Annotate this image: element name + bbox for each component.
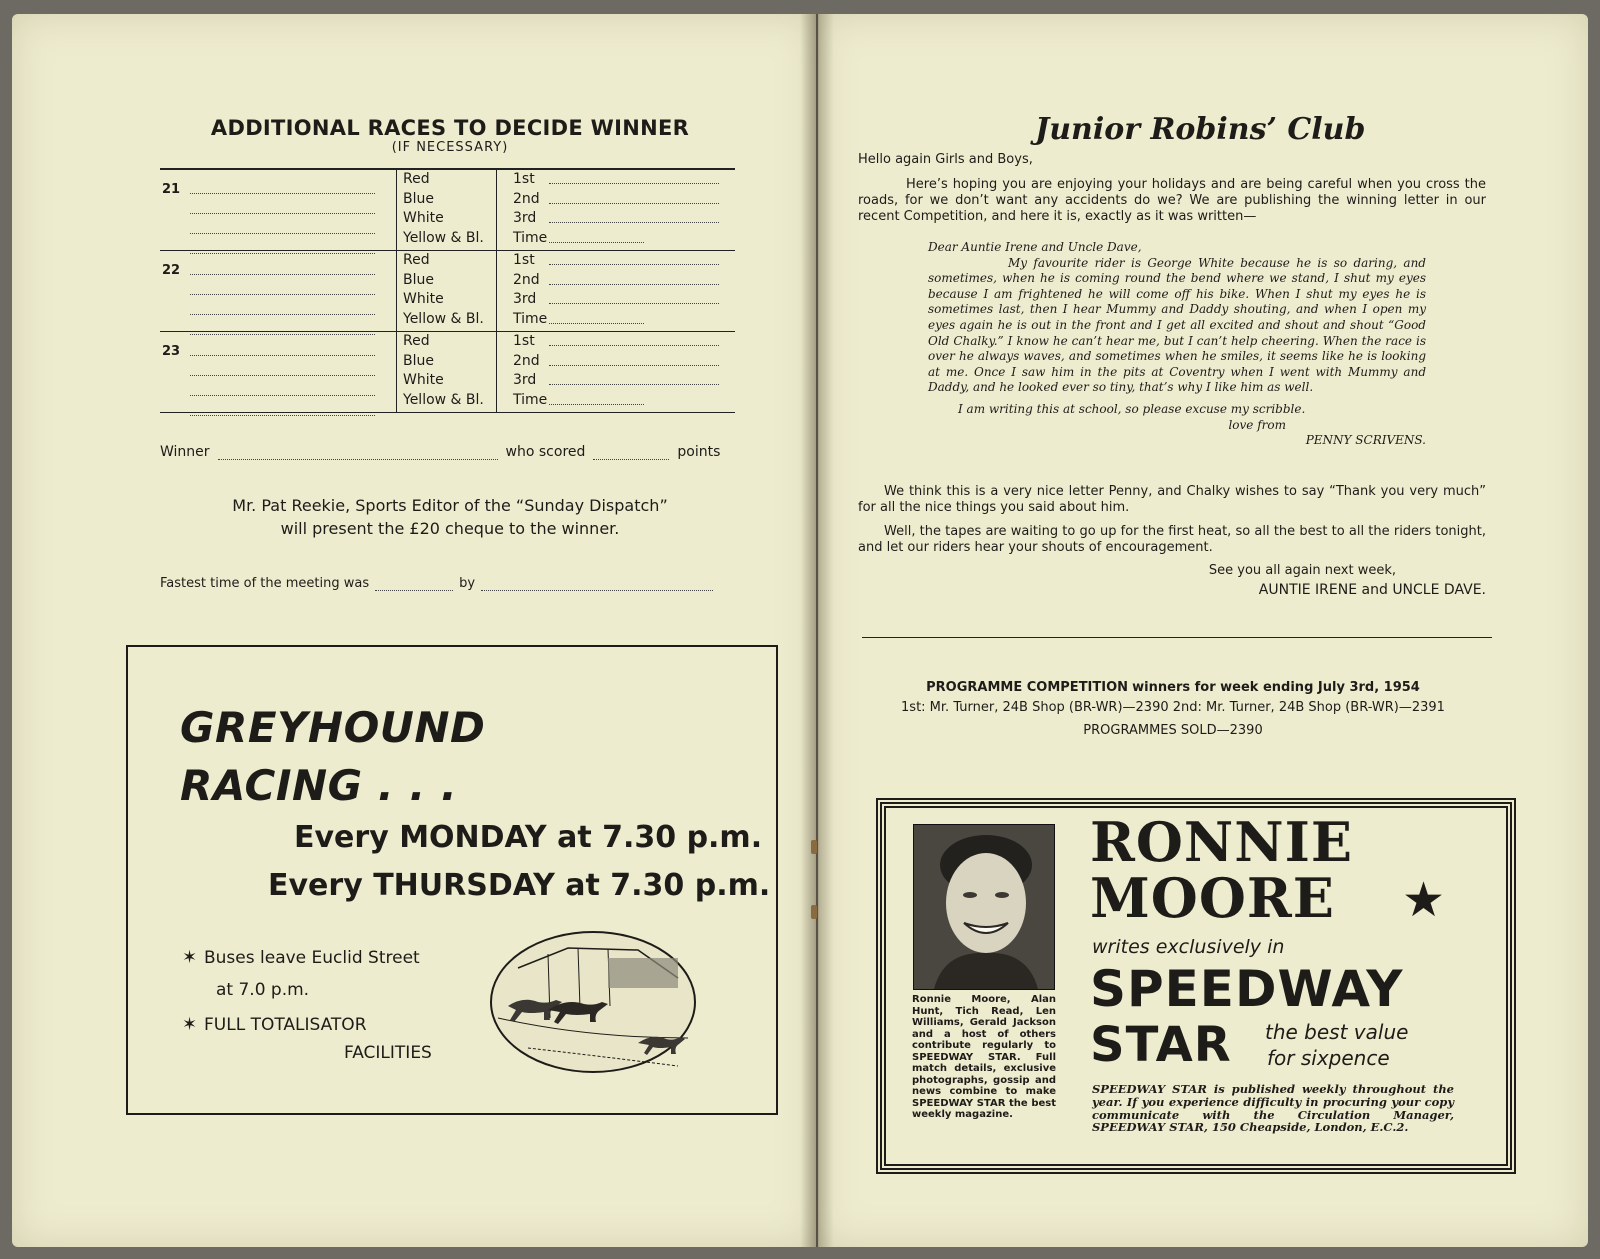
winning-letter [928, 240, 1426, 449]
place-3rd: 3rd [513, 290, 733, 310]
staple-bottom [811, 905, 817, 919]
color-red: Red [403, 171, 430, 187]
competition-heading [858, 680, 1488, 695]
greyhound-bullet-tote-line-2: FACILITIES [344, 1043, 432, 1063]
color-yellow: Yellow & Bl. [403, 310, 484, 327]
greeting: Hello again Girls and Boys, [858, 152, 1033, 167]
helmet-colors [396, 251, 484, 331]
place-1st: 1st [513, 251, 733, 271]
fastest-time-blank [375, 578, 453, 591]
winner-line [160, 444, 740, 460]
star-icon: ✶ [182, 947, 198, 968]
color-yellow: Yellow & Bl. [403, 391, 484, 408]
place-2nd: 2nd [513, 190, 733, 210]
color-blue: Blue [403, 352, 434, 369]
fastest-time-line [160, 576, 740, 591]
place-1st: 1st [513, 332, 733, 352]
intro-paragraph: Here’s hoping you are enjoying your holidays and are being careful when you cross the roads, for we don’t want any accidents do we? We are publishing the winning letter in our recent Competition, and here it is, exactly as it was written— [858, 177, 1486, 224]
ad-speedway: SPEEDWAY [1090, 960, 1404, 1018]
presentation-line-2: will present the £20 cheque to the winner. [280, 519, 620, 538]
tapes-paragraph: Well, the tapes are waiting to go up for the first heat, so all the best to all the riders tonight, and let our riders hear your shouts of encouragement. [858, 524, 1486, 555]
color-red: Red [403, 252, 430, 268]
greyhound-title-line-2: RACING . . . [180, 761, 458, 810]
greyhound-title-line-1: GREYHOUND [180, 703, 486, 752]
programmes-sold: PROGRAMMES SOLD—2390 [1083, 723, 1263, 738]
ad-name-line-2: MOORE [1090, 866, 1335, 930]
by-label: by [459, 576, 476, 591]
ad-writes: writes exclusively in [1092, 936, 1285, 958]
greyhound-bullet-buses: ✶ Buses leave Euclid Street [182, 947, 420, 968]
race-23 [160, 332, 735, 413]
portrait-image [914, 825, 1054, 989]
club-title: Junior Robins’ Club [1035, 112, 1366, 147]
races-subtitle: (IF NECESSARY) [391, 140, 509, 155]
color-yellow: Yellow & Bl. [403, 229, 484, 246]
staple-top [811, 840, 817, 854]
race-22 [160, 251, 735, 332]
color-blue: Blue [403, 190, 434, 207]
letter-signature: PENNY SCRIVENS. [1305, 433, 1426, 448]
competition-bold: PROGRAMME COMPETITION [926, 680, 1129, 695]
letter-love-from: love from [1228, 417, 1286, 432]
race-number: 21 [162, 182, 181, 197]
ad-best-value: the best value [1265, 1020, 1409, 1044]
ad-publication-note: SPEEDWAY STAR is published weekly throughout the year. If you experience difficulty in procuring your copy communicate with the Circulation Manager, SPEEDWAY STAR, 150 Cheapside, London, E.C.2. [1092, 1082, 1454, 1135]
fastest-label: Fastest time of the meeting was [160, 576, 370, 591]
letter-salutation: Dear Auntie Irene and Uncle Dave, [928, 240, 1142, 254]
helmet-colors [396, 170, 484, 250]
presentation-line-1: Mr. Pat Reekie, Sports Editor of the “Sunday Dispatch” [232, 496, 668, 515]
race-21 [160, 170, 735, 251]
fastest-rider-blank [481, 578, 713, 591]
binding-gutter [800, 14, 834, 1247]
place-3rd: 3rd [513, 209, 733, 229]
place-2nd: 2nd [513, 352, 733, 372]
letter-body: My favourite rider is George White because he is so daring, and sometimes, when he is coming round the bend where we stand, I shut my eyes because I am frightened he will come off his bike. When I shut my eyes he is sometimes last, then I hear Mummy and Daddy shouting, and when I open my eyes again he is out in the front and I get all excited and shout and shout “Good Old Chalky.” I know he can’t hear me, but I can’t help cheering. When the race is over he always waves, and sometimes when he smiles, it seems like he is looking at me. Once I saw him in the pits at Coventry when I went with Mummy and Daddy, and he looked ever so tiny, that’s why I like him as well. [928, 255, 1426, 395]
section-divider [862, 637, 1492, 638]
competition-rest: winners for week ending July 3rd, 1954 [1132, 680, 1420, 695]
race-number: 22 [162, 263, 181, 278]
points-blank [593, 447, 669, 460]
presentation-note [160, 494, 740, 540]
color-red: Red [403, 333, 430, 349]
color-white: White [403, 372, 444, 388]
place-time: Time [513, 391, 733, 411]
winner-label: Winner [160, 444, 210, 460]
races-table [160, 168, 735, 413]
ad-name-line-1: RONNIE [1090, 810, 1354, 874]
who-scored-label: who scored [505, 444, 586, 460]
ad-star-word: STAR [1090, 1017, 1232, 1073]
place-time: Time [513, 310, 733, 330]
place-3rd: 3rd [513, 371, 733, 391]
ronnie-moore-photo [913, 824, 1055, 990]
greyhound-illustration [488, 928, 698, 1076]
ad-sixpence: for sixpence [1267, 1046, 1390, 1070]
competition-results: 1st: Mr. Turner, 24B Shop (BR-WR)—2390 2nd: Mr. Turner, 24B Shop (BR-WR)—2391 [901, 700, 1445, 715]
star-icon: ★ [1402, 872, 1446, 928]
greyhound-thursday: Every THURSDAY at 7.30 p.m. [268, 868, 771, 903]
placings [496, 251, 733, 331]
signoff: AUNTIE IRENE and UNCLE DAVE. [1258, 582, 1486, 598]
placings [496, 170, 733, 250]
races-title: ADDITIONAL RACES TO DECIDE WINNER [210, 116, 690, 140]
points-label: points [677, 444, 721, 460]
ad-caption: Ronnie Moore, Alan Hunt, Tich Read, Len Williams, Gerald Jackson and a host of others contribute regularly to SPEEDWAY STAR. Full match details, exclusive photographs, gossip and news combine to make SPEEDWAY STAR the best weekly magazine. [912, 994, 1056, 1120]
letter-school-note: I am writing this at school, so please excuse my scribble. [958, 401, 1306, 416]
place-1st: 1st [513, 170, 733, 190]
race-number: 23 [162, 344, 181, 359]
color-white: White [403, 210, 444, 226]
greyhound-bullet-tote: ✶ FULL TOTALISATOR [182, 1014, 367, 1035]
reply-paragraph: We think this is a very nice letter Penny, and Chalky wishes to say “Thank you very much” for all the nice things you said about him. [858, 484, 1486, 515]
place-time: Time [513, 229, 733, 249]
greyhound-monday: Every MONDAY at 7.30 p.m. [294, 820, 763, 855]
star-icon: ✶ [182, 1014, 198, 1035]
place-2nd: 2nd [513, 271, 733, 291]
see-you-line: See you all again next week, [1208, 563, 1396, 578]
greyhound-bullet-buses-time: at 7.0 p.m. [216, 980, 310, 1000]
winner-blank [218, 447, 498, 460]
helmet-colors [396, 332, 484, 412]
color-white: White [403, 291, 444, 307]
color-blue: Blue [403, 271, 434, 288]
placings [496, 332, 733, 412]
